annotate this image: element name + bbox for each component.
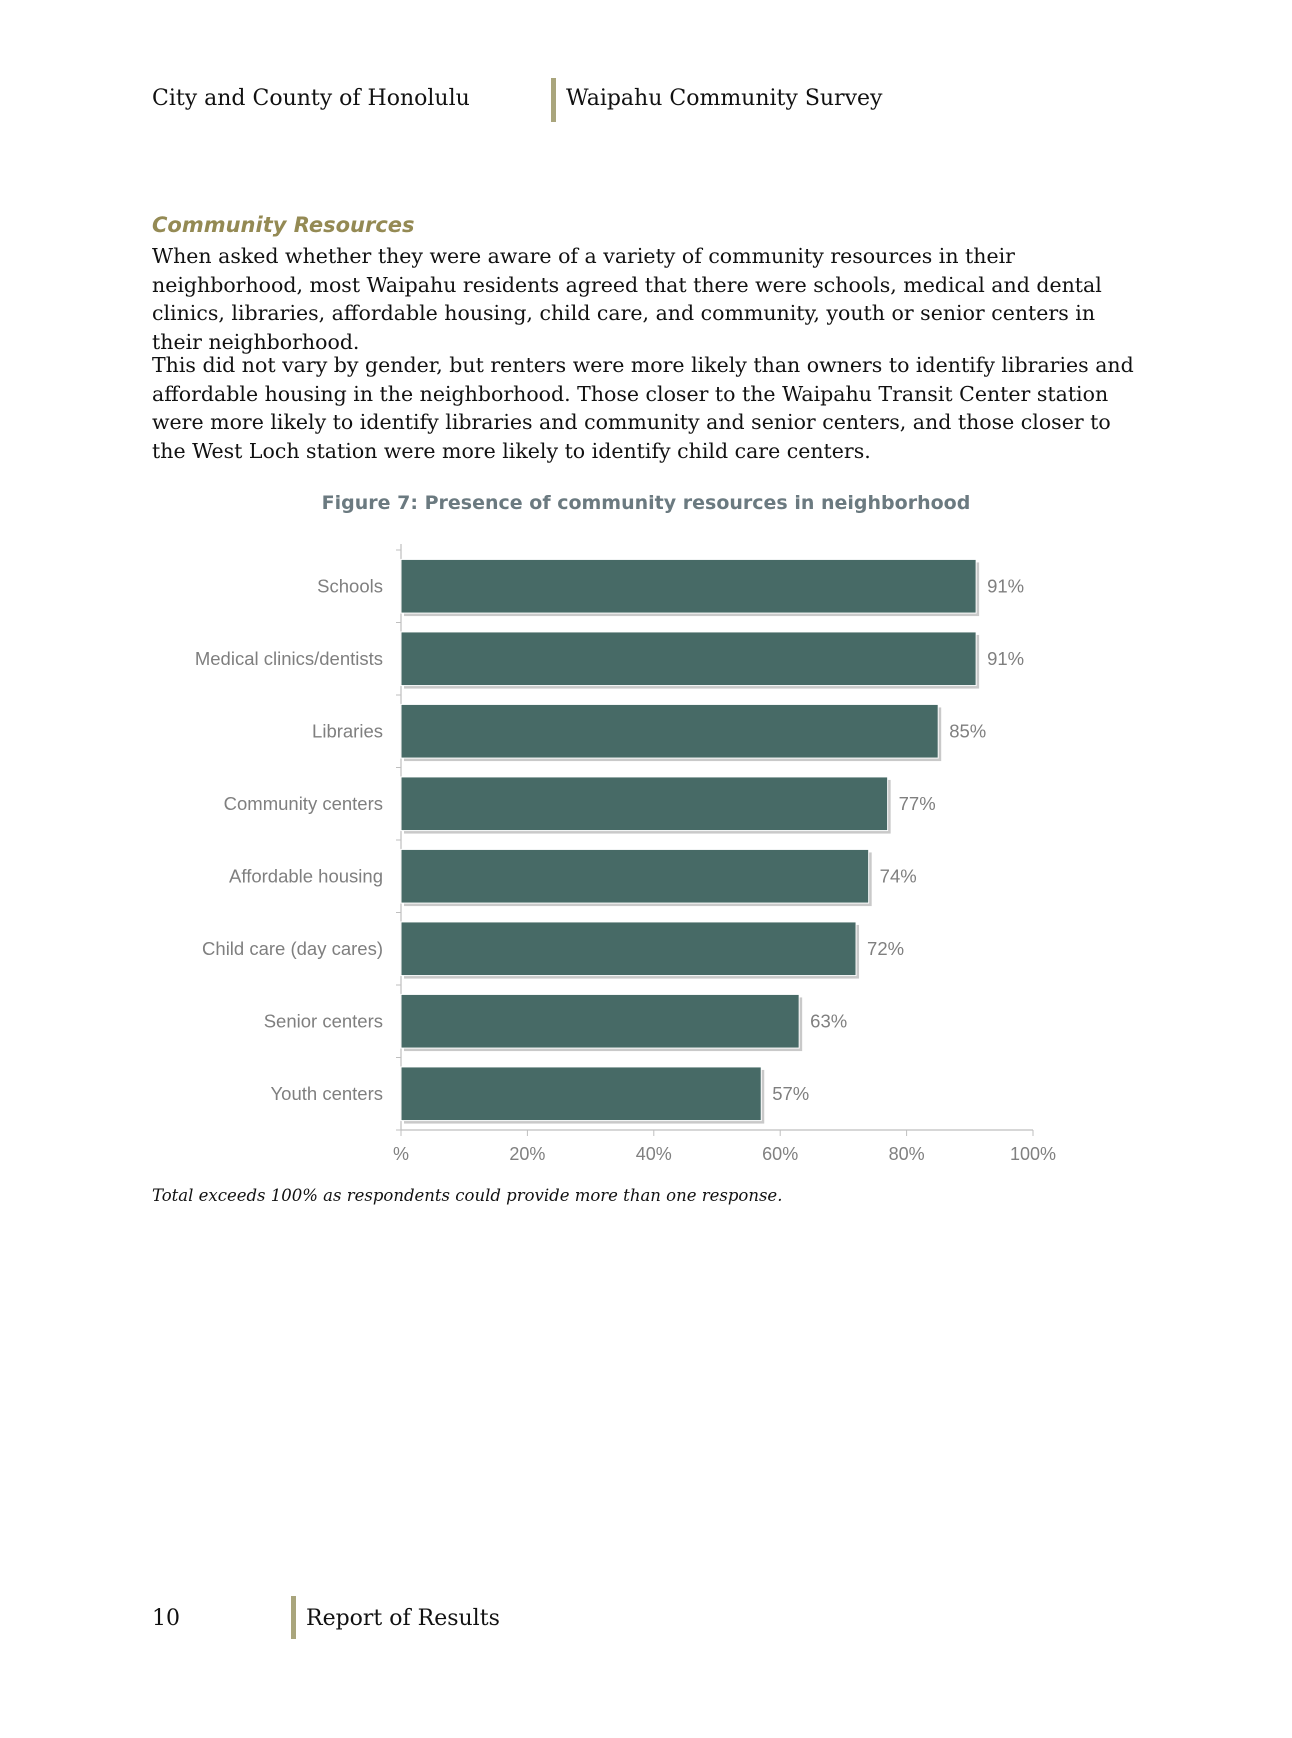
x-tick-label: 80% (888, 1144, 925, 1164)
bar-chart (0, 530, 1292, 1170)
footer-divider (291, 1596, 296, 1639)
bar (401, 777, 888, 831)
header-report-title: Waipahu Community Survey (566, 86, 883, 111)
x-tick-label: 100% (1009, 1144, 1057, 1164)
footer-title: Report of Results (306, 1606, 500, 1631)
value-label: 91% (987, 575, 1025, 597)
value-label: 57% (772, 1082, 810, 1104)
category-label: Youth centers (270, 1082, 383, 1104)
category-label: Schools (317, 575, 383, 597)
category-label: Medical clinics/dentists (194, 647, 383, 669)
bar (401, 704, 938, 758)
figure-note: Total exceeds 100% as respondents could provide more than one response. (152, 1186, 783, 1205)
section-title: Community Resources (152, 213, 415, 237)
body-paragraph-2: This did not vary by gender, but renters were more likely than owners to identify libraries and affordable housing in the neighborhood. Those closer to the Waipahu Transit Center station were more likely to identify libraries and community and senior centers, and those closer to the West Loch station were more likely to identify child care centers. (152, 353, 1134, 463)
value-label: 91% (987, 647, 1025, 669)
value-label: 63% (810, 1010, 848, 1032)
x-tick-label: % (392, 1144, 410, 1164)
x-tick-label: 40% (635, 1144, 672, 1164)
category-label: Affordable housing (229, 865, 383, 887)
bar (401, 994, 799, 1048)
header-divider (551, 78, 556, 122)
x-tick-label: 60% (762, 1144, 799, 1164)
category-label: Senior centers (263, 1010, 383, 1032)
bar (401, 1067, 761, 1121)
value-label: 72% (867, 937, 905, 959)
category-label: Child care (day cares) (202, 937, 383, 959)
body-paragraph-1: When asked whether they were aware of a variety of community resources in their neighborhood, most Waipahu residents agreed that there were schools, medical and dental clinics, libraries, affordable housing, child care, and community, youth or senior centers in their neighborhood. (152, 244, 1102, 354)
bar (401, 632, 976, 686)
bar (401, 922, 856, 976)
bar (401, 559, 976, 613)
header-org-name: City and County of Honolulu (152, 86, 470, 111)
value-label: 77% (898, 792, 936, 814)
category-label: Libraries (312, 720, 383, 742)
category-label: Community centers (223, 792, 383, 814)
value-label: 74% (879, 865, 917, 887)
x-tick-label: 20% (509, 1144, 546, 1164)
bar (401, 849, 869, 903)
value-label: 85% (949, 720, 987, 742)
figure-caption: Figure 7: Presence of community resources in neighborhood (321, 492, 971, 514)
page-number: 10 (152, 1606, 180, 1631)
